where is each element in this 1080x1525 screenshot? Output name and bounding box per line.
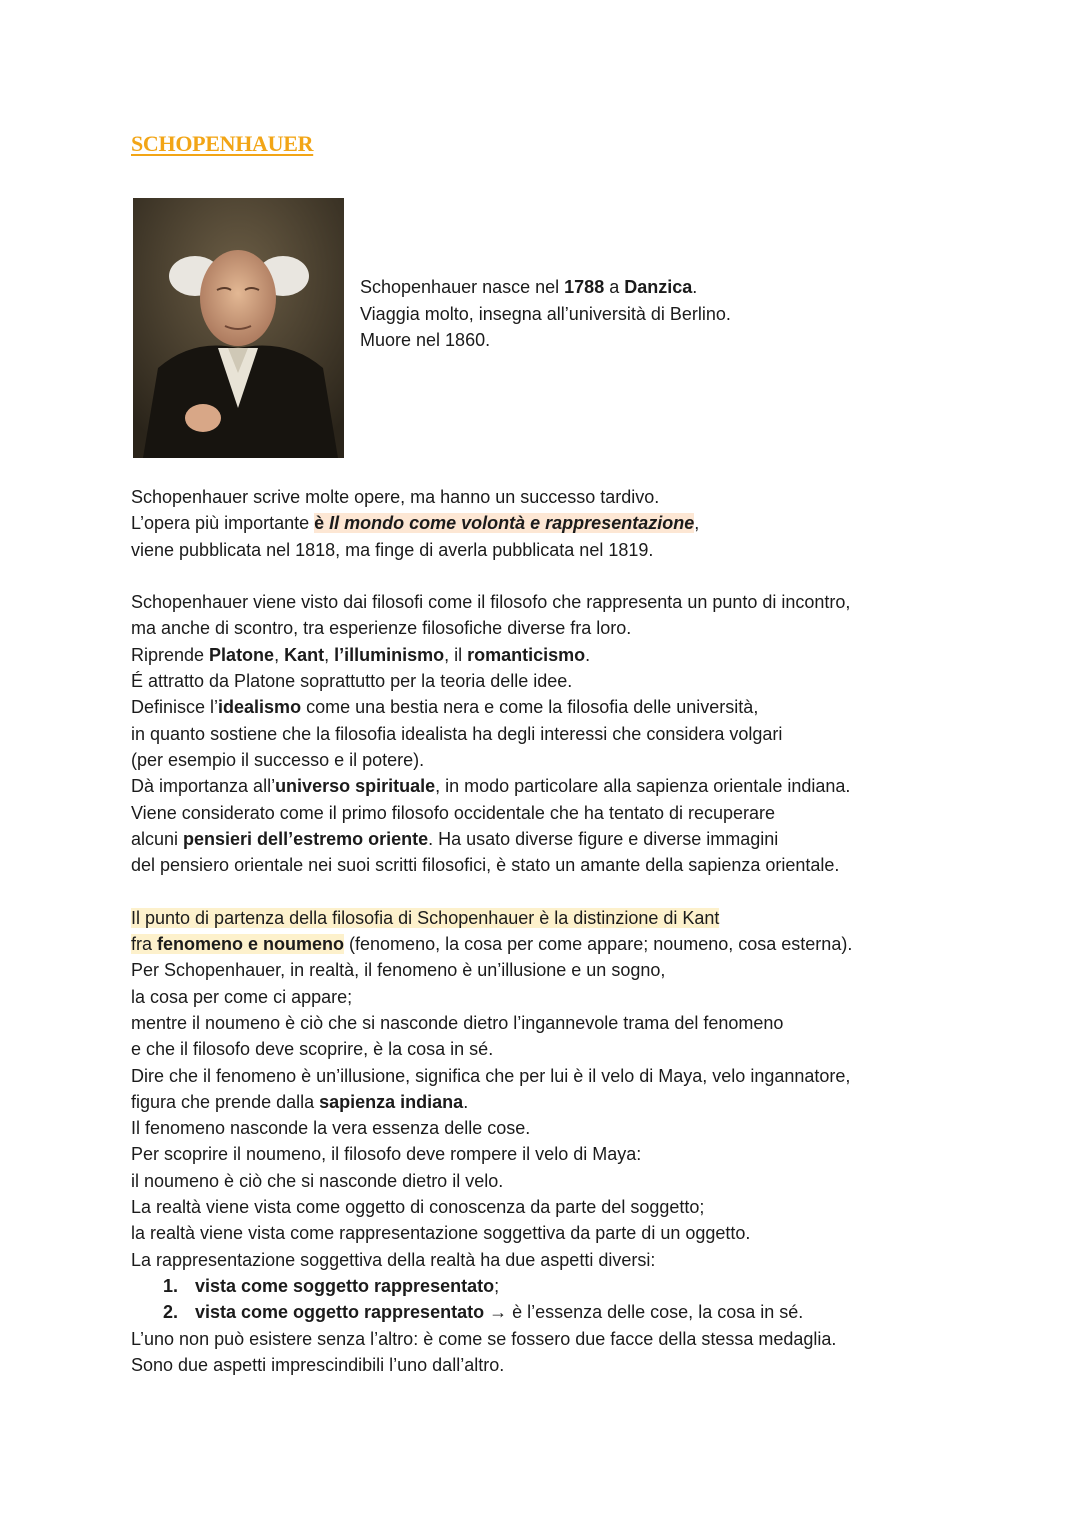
text: fra: [131, 934, 158, 955]
bold-term: romanticismo: [467, 644, 586, 665]
text-line: mentre il noumeno è ciò che si nasconde dietro l’ingannevole trama del fenomeno: [131, 1012, 784, 1033]
text-line: Sono due aspetti imprescindibili l’uno dall’altro.: [131, 1354, 505, 1375]
text: è: [314, 513, 330, 534]
text-line: La rappresentazione soggettiva della realtà ha due aspetti diversi:: [131, 1249, 656, 1270]
main-text: [131, 484, 991, 1378]
biography-block: [360, 274, 731, 354]
text: (fenomeno, la cosa per come appare; noumeno, cosa esterna).: [344, 934, 853, 955]
page-title: SCHOPENHAUER: [131, 131, 314, 156]
text: .: [692, 277, 698, 297]
text-line: e che il filosofo deve scoprire, è la cosa in sé.: [131, 1039, 494, 1060]
text: a: [604, 277, 625, 297]
bold-term: universo spirituale: [275, 776, 436, 797]
text-line: [131, 510, 991, 536]
birth-place: Danzica: [624, 277, 693, 297]
bold-term: Platone: [209, 644, 275, 665]
text-line: ma anche di scontro, tra esperienze filosofiche diverse fra loro.: [131, 618, 632, 639]
text-line: [131, 694, 991, 720]
highlight: [314, 513, 694, 533]
list-item: [131, 1273, 991, 1299]
birth-year: 1788: [564, 277, 605, 297]
text-line: Viene considerato come il primo filosofo occidentale che ha tentato di recuperare: [131, 802, 776, 823]
text: . Ha usato diverse figure e diverse immagini: [428, 828, 779, 849]
text: Riprende: [131, 644, 210, 665]
text-line: Il fenomeno nasconde la vera essenza delle cose.: [131, 1118, 531, 1139]
text-line: Dire che il fenomeno è un’illusione, significa che per lui è il velo di Maya, velo ingannatore,: [131, 1065, 851, 1086]
bold-term: vista come oggetto rappresentato: [195, 1302, 485, 1323]
text-line: L’uno non può esistere senza l’altro: è come se fossero due facce della stessa medaglia.: [131, 1328, 837, 1349]
text: figura che prende dalla: [131, 1091, 320, 1112]
text-line: in quanto sostiene che la filosofia idealista ha degli interessi che considera volgari: [131, 723, 783, 744]
text-line: la realtà viene vista come rappresentazione soggettiva da parte di un oggetto.: [131, 1223, 751, 1244]
text: ,: [274, 644, 285, 665]
text-line: La realtà viene vista come oggetto di conoscenza da parte del soggetto;: [131, 1197, 705, 1218]
text: ,: [694, 513, 700, 534]
bold-term: l’illuminismo: [334, 644, 445, 665]
highlight: Il punto di partenza della filosofia di Schopenhauer è la distinzione di Kant: [131, 907, 720, 928]
text-line: [131, 905, 991, 931]
text: ;: [494, 1275, 500, 1296]
text: alcuni: [131, 828, 184, 849]
text-line: (per esempio il successo e il potere).: [131, 749, 425, 770]
list-item: [131, 1299, 991, 1325]
text: , in modo particolare alla sapienza orientale indiana.: [435, 776, 851, 797]
text: Schopenhauer nasce nel: [360, 277, 565, 297]
text: .: [463, 1091, 469, 1112]
bold-term: vista come soggetto rappresentato: [195, 1275, 495, 1296]
highlight: [131, 934, 344, 954]
bold-term: idealismo: [218, 697, 302, 718]
text: .: [585, 644, 591, 665]
list-number: 1.: [163, 1275, 179, 1296]
text-line: [131, 642, 991, 668]
text-line: il noumeno è ciò che si nasconde dietro il velo.: [131, 1170, 504, 1191]
text-line: la cosa per come ci appare;: [131, 986, 353, 1007]
text-line: É attratto da Platone soprattutto per la teoria delle idee.: [131, 671, 573, 692]
portrait-image: [133, 198, 344, 458]
text: Dà importanza all’: [131, 776, 276, 797]
bold-term: Kant: [284, 644, 325, 665]
bold-term: fenomeno e noumeno: [157, 934, 345, 955]
text-line: Schopenhauer scrive molte opere, ma hanno un successo tardivo.: [131, 487, 660, 507]
text: come una bestia nera e come la filosofia delle università,: [301, 697, 759, 718]
bio-line: Muore nel 1860.: [360, 330, 491, 350]
text-line: [131, 826, 991, 852]
bold-term: sapienza indiana: [319, 1091, 464, 1112]
text-line: [131, 931, 991, 957]
text: , il: [444, 644, 468, 665]
text: → è l’essenza delle cose, la cosa in sé.: [484, 1302, 804, 1323]
work-title: Il mondo come volontà e rappresentazione: [329, 513, 695, 534]
text: Definisce l’: [131, 697, 219, 718]
text-line: viene pubblicata nel 1818, ma finge di averla pubblicata nel 1819.: [131, 539, 654, 560]
text-line: Per scoprire il noumeno, il filosofo deve rompere il velo di Maya:: [131, 1144, 642, 1165]
text: ,: [324, 644, 335, 665]
bio-line: Viaggia molto, insegna all’università di Berlino.: [360, 303, 731, 324]
bio-line: [360, 274, 731, 301]
text: L’opera più importante: [131, 513, 315, 534]
text-line: [131, 773, 991, 799]
text-line: [131, 1089, 991, 1115]
bold-term: pensieri dell’estremo oriente: [183, 828, 429, 849]
text-line: del pensiero orientale nei suoi scritti filosofici, è stato un amante della sapienza orientale.: [131, 855, 840, 876]
text-line: Per Schopenhauer, in realtà, il fenomeno è un’illusione e un sogno,: [131, 960, 666, 981]
list-number: 2.: [163, 1302, 179, 1323]
text-line: Schopenhauer viene visto dai filosofi come il filosofo che rappresenta un punto di incontro,: [131, 592, 851, 613]
